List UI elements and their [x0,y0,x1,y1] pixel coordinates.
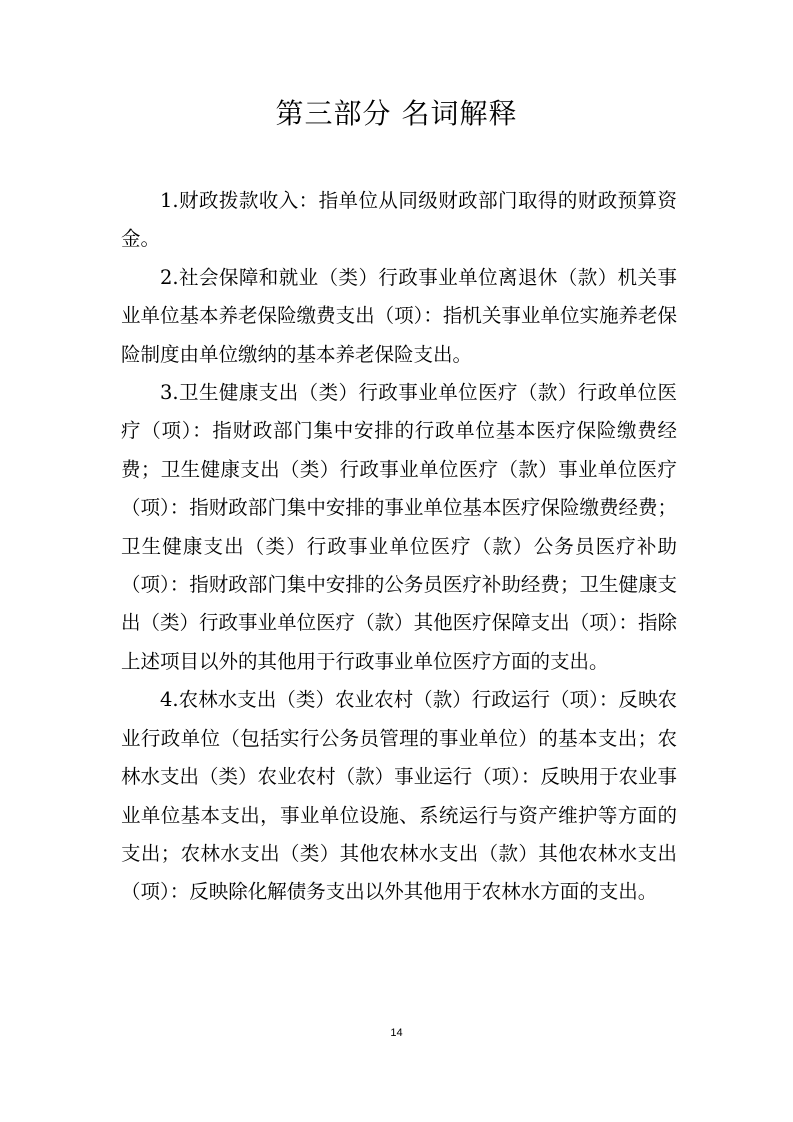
paragraph-fiscal-appropriation-income: 1.财政拨款收入：指单位从同级财政部门取得的财政预算资金。 [121,189,677,251]
paragraph-health-expenditure: 3.卫生健康支出（类）行政事业单位医疗（款）行政单位医疗（项）：指财政部门集中安排的行政单位基本医疗保险缴费经费；卫生健康支出（类）行政事业单位医疗（款）事业单位医疗（项）：指财政部门集中安排的事业单位基本医疗保险缴费经费；卫生健康支出（类）行政事业单位医疗（款）公务员医疗补助（项）：指财政部门集中安排的公务员医疗补助经费；卫生健康支出（类）行政事业单位医疗（款）其他医疗保障支出（项）：指除上述项目以外的其他用于行政事业单位医疗方面的支出。 [121,381,677,673]
document-body [121,182,677,912]
page-title: 第三部分 名词解释 [275,97,518,130]
page-number: 14 [390,1027,403,1039]
paragraph-agriculture-expenditure: 4.农林水支出（类）农业农村（款）行政运行（项）：反映农业行政单位（包括实行公务员管理的事业单位）的基本支出；农林水支出（类）农业农村（款）事业运行（项）：反映用于农业事业单位基本支出，事业单位设施、系统运行与资产维护等方面的支出；农林水支出（类）其他农林水支出（款）其他农林水支出（项）：反映除化解债务支出以外其他用于农林水方面的支出。 [121,688,677,904]
paragraph-pension-insurance-expenditure: 2.社会保障和就业（类）行政事业单位离退休（款）机关事业单位基本养老保险缴费支出（项）：指机关事业单位实施养老保险制度由单位缴纳的基本养老保险支出。 [121,265,677,366]
